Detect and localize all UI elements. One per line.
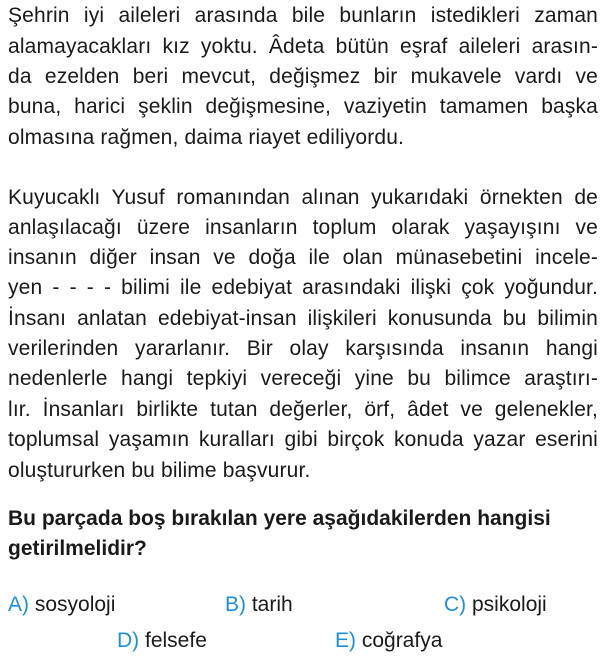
passage-1-line: alamayacakları kız yoktu. Âdeta bütün eşraf aileleri arasın- — [8, 35, 598, 58]
option-e-text: coğrafya — [356, 629, 443, 652]
option-a-letter: A) — [8, 593, 29, 616]
option-c[interactable] — [444, 592, 547, 618]
option-c-letter: C) — [444, 593, 467, 616]
option-d[interactable] — [117, 628, 207, 654]
option-e-letter: E) — [335, 629, 356, 652]
option-b-text: tarih — [246, 593, 293, 616]
passage-2-line: nedenlerle hangi tepkiyi vereceği yine bu bilimce araştırı- — [8, 367, 598, 390]
passage-1-line: olmasına rağmen, daima riayet ediliyordu. — [8, 126, 405, 149]
option-a-text: sosyoloji — [29, 593, 116, 616]
option-d-text: felsefe — [139, 629, 207, 652]
passage-2-line: toplumsal yaşamın kuralları gibi birçok konuda yazar eserini — [8, 428, 598, 451]
passage-2-line: lır. İnsanları birlikte tutan değerler, örf, âdet ve gelenekler, — [8, 398, 598, 421]
question-line: Bu parçada boş bırakılan yere aşağıdakilerden hangisi — [8, 507, 551, 530]
option-c-text: psikoloji — [466, 593, 547, 616]
option-a[interactable] — [8, 592, 115, 618]
passage-2-line: anlaşılacağı üzere insanların toplum olarak yaşayışını ve — [8, 216, 598, 239]
passage-1-line: da ezelden beri mevcut, değişmez bir mukavele vardı ve — [8, 65, 598, 88]
option-b-letter: B) — [225, 593, 246, 616]
option-b[interactable] — [225, 592, 293, 618]
option-d-letter: D) — [117, 629, 140, 652]
option-e[interactable] — [335, 628, 442, 654]
passage-2-line: Kuyucaklı Yusuf romanından alınan yukarıdaki örnekten de — [8, 186, 598, 209]
passage-1-line: Şehrin iyi aileleri arasında bile bunların istedikleri zaman — [8, 4, 598, 27]
passage-2-line: verilerinden yararlanır. Bir olay karşısında insanın hangi — [8, 337, 598, 360]
passage-2-line: İnsanı anlatan edebiyat-insan ilişkileri konusunda bu bilimin — [8, 307, 598, 330]
question-line: getirilmelidir? — [8, 537, 147, 560]
passage-2-line: insanın diğer insan ve doğa ile olan münasebetini incele- — [8, 246, 598, 269]
passage-2-line: oluştururken bu bilime başvurur. — [8, 459, 311, 482]
passage-2-line: yen - - - - bilimi ile edebiyat arasındaki ilişki çok yoğundur. — [8, 276, 598, 299]
passage-1-line: buna, harici şeklin değişmesine, vaziyetin tamamen başka — [8, 95, 598, 118]
